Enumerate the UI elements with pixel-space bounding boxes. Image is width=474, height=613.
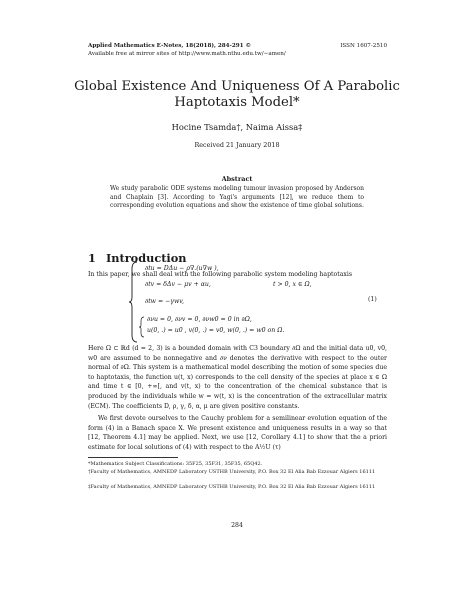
issn: ISSN 1607-2510	[340, 43, 387, 49]
section-title: Introduction	[106, 251, 187, 265]
left-brace-icon	[129, 261, 139, 343]
equation-5: u(0, .) = u0 , v(0, .) = v0, w(0, .) = w0 on Ω.	[147, 327, 285, 334]
journal-line: Applied Mathematics E-Notes, 18(2018), 284-291 ©	[88, 43, 252, 49]
title-line-1: Global Existence And Uniqueness Of A Parabolic	[74, 79, 400, 94]
title-line-2: Haptotaxis Model*	[174, 95, 300, 110]
paragraph-1: Here Ω ⊂ ℝd (d = 2, 3) is a bounded domain with C3 boundary ∂Ω and the initial data u0, v0, w0 are assumed to be nonnegative and ∂ν denotes the derivative with respect to the outer normal of ∂Ω. This system is a mathematical model describing the motion of some species due to haptotaxis, the function u(t, x) corresponds to the cell density of the species at place x ∈ Ω and time t ∈ [0, +∞[, and v(t, x) to the concentration of the chemical substance that is produced by the individuals while w = w(t, x) is the concentration of the extracellular matrix (ECM). The coefficients D, ρ, γ, δ, α, μ are given positive constants.	[88, 345, 387, 410]
abstract-text: We study parabolic ODE systems modeling tumour invasion proposed by Anderson and Chaplain [3]. According to Yagi's arguments [12], we reduce them to corresponding evolution equations and show the existence of time global solutions.	[110, 185, 364, 210]
received-date: Received 21 January 2018	[194, 141, 280, 149]
paper-title	[60, 79, 414, 111]
intro-sentence: In this paper, we shall deal with the following parabolic system modeling haptotaxis	[88, 271, 353, 278]
authors: Hocine Tsamda†, Naima Aissa‡	[171, 122, 303, 132]
section-number: 1	[88, 251, 96, 265]
equation-4: ∂νu = 0, ∂νv = 0, ∂νw0 = 0 in ∂Ω,	[147, 316, 252, 323]
mirror-line[interactable]: Available free at mirror sites of http://www.math.nthu.edu.tw/∼amen/	[88, 51, 286, 57]
paragraph-2: We first devote ourselves to the Cauchy problem for a semilinear evolution equation of the form (4) in a Banach space X. We present existence and uniqueness results in a way so that [12, Theorem 4.1] may be applied. Next, we use [12, Corollary 4.1] to show that the a priori estimate for local solutions of (4) with respect to the A½U (τ)	[88, 415, 387, 451]
equation-label: (1)	[368, 296, 377, 303]
abstract-heading: Abstract	[221, 175, 253, 183]
equation-1: ∂tu = DΔu − ρ∇.(u∇w ),	[145, 265, 219, 272]
equation-3: ∂tw = −γwv,	[145, 298, 185, 305]
footnote-3: ‡Faculty of Mathematics, AMNEDP Laboratory USTHB University, P.O. Box 32 El Alia Bab Ezzouar Algiers 16111	[88, 484, 376, 490]
footnote-rule	[88, 457, 178, 458]
equation-2-domain: t > 0, x ∈ Ω,	[273, 281, 312, 288]
footnote-2: †Faculty of Mathematics, AMNEDP Laboratory USTHB University, P.O. Box 32 El Alia Bab Ezzouar Algiers 16111	[88, 469, 376, 475]
page-number: 284	[231, 522, 243, 529]
equation-2: ∂tv = δΔv − μv + αu,	[145, 281, 211, 288]
inner-brace-icon	[139, 316, 145, 338]
footnote-1: *Mathematics Subject Classifications: 35F25, 35F31, 35F35, 65Q42.	[88, 461, 263, 467]
